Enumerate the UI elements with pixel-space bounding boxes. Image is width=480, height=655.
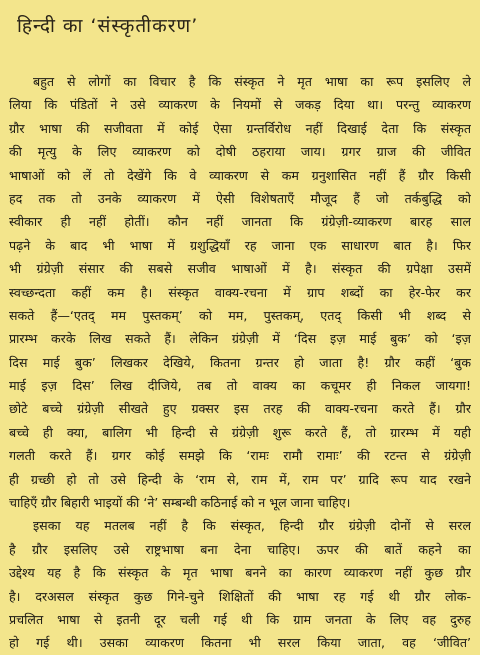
text-line: है। दरअसल संस्कृत कुछ गिने-चुने शिक्षितों की भाषा रह गई थी ग्रौर लोक- [9, 588, 471, 604]
text-line: ही ग्रच्छी हो तो उसे हिन्दी के ‘राम से, राम में, राम पर’ ग्रादि रूप याद रखने [9, 471, 471, 487]
text-line: सकते हैं—‘एतद् मम पुस्तकम्’ को मम, पुस्तकम्, एतद् किसी भी शब्द से [9, 307, 471, 323]
text-line: स्वच्छन्दता कहीं कम है। संस्कृत वाक्य-रचना में ग्राप शब्दों का हेर-फेर कर [9, 284, 471, 300]
text-line: गलती करते हैं। ग्रगर कोई समझे कि ‘रामः रामौ रामाः’ की रटन्त से ग्रंग्रेज़ी [9, 448, 471, 464]
text-line: है ग्रौर इसलिए उसे राष्ट्रभाषा बना देना चाहिए। ऊपर की बातें कहने का [9, 541, 471, 557]
text-line: छोटे बच्चे ग्रंग्रेज़ी सीखते हुए ग्रक्सर इस तरह की वाक्य-रचना करते हैं। ग्रौर [9, 401, 471, 417]
text-line: ग्रौर भाषा की सजीवता में कोई ऐसा ग्रन्तर्विरोध नहीं दिखाई देता कि संस्कृत [9, 120, 471, 136]
text-line: लिया कि पंडितों ने उसे व्याकरण के नियमों से जकड़ दिया था। परन्तु व्याकरण [9, 97, 471, 113]
text-line: स्वीकार ही नहीं होतीं। कौन नहीं जानता कि ग्रंग्रेज़ी-व्याकरण बारह साल [9, 214, 471, 230]
text-line: प्रचलित भाषा से इतनी दूर चली गई थी कि ग्राम जनता के लिए वह दुरुह [9, 611, 471, 627]
page-title: हिन्दी का ‘संस्कृतीकरण’ [17, 15, 199, 37]
text-line: माई इज़ दिस’ लिख दीजिये, तब तो वाक्य का कचूमर ही निकल जायगा! [9, 378, 471, 394]
text-line: हो गई थी। उसका व्याकरण कितना भी सरल किया जाता, वह ‘जीवित’ [9, 635, 471, 651]
text-line: इसका यह मतलब नहीं है कि संस्कृत, हिन्दी ग्रौर ग्रंग्रेज़ी दोनों से सरल [33, 518, 471, 534]
text-line: की मृत्यु के लिए व्याकरण को दोषी ठहराया जाय। ग्रगर ग्राज की जीवित [9, 144, 471, 160]
text-line: प्रारम्भ करके लिख सकते हैं। लेकिन ग्रंग्रेज़ी में ‘दिस इज़ माई बुक’ को ‘इज़ [9, 331, 471, 347]
text-line: उद्देश्य यह है कि संस्कृत के मृत भाषा बनने का कारण व्याकरण नहीं कुछ ग्रौर [9, 565, 471, 581]
text-line: चाहिएँ ग्रौर बिहारी भाइयों की ‘ने’ सम्बन्धी कठिनाई को न भूल जाना चाहिए। [9, 495, 351, 511]
text-line: पढ़ने के बाद भी भाषा में ग्रशुद्धियाँ रह जाना एक साधारण बात है। फिर [9, 237, 471, 253]
text-line: बच्चे ही क्या, बालिग भी हिन्दी से ग्रंग्रेज़ी शुरू करते हैं, तो ग्रारम्भ में यही [9, 424, 471, 440]
text-line: भी ग्रंग्रेज़ी संसार की सबसे सजीव भाषाओं में है। संस्कृत की ग्रपेक्षा उसमें [9, 261, 471, 277]
text-line: बहुत से लोगों का विचार है कि संस्कृत ने मृत भाषा का रूप इसलिए ले [33, 74, 471, 89]
text-line: दिस माई बुक’ लिखकर देखिये, कितना ग्रन्तर हो जाता है! ग्रौर कहीं ‘बुक [9, 354, 471, 370]
text-line: भाषाओं को लें तो देखेंगे कि वे व्याकरण से कम ग्रनुशासित नहीं हैं ग्रौर किसी [9, 167, 471, 183]
text-line: हद तक तो उनके व्याकरण में ऐसी विशेषताएँ मौजूद हैं जो तर्कबुद्धि को [9, 190, 471, 206]
body-text [9, 70, 471, 655]
